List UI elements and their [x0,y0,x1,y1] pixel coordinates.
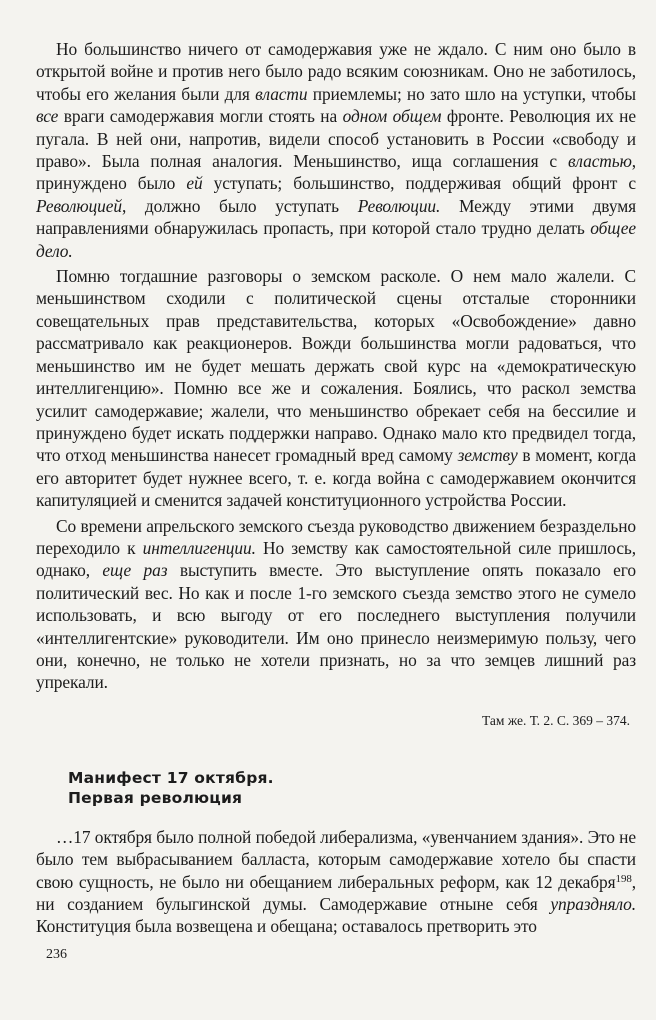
italic-emphasis: Революции. [357,195,441,216]
text-run: фронте. Революция их не пугала. В ней они, напротив, видели способ установить в России «свободу и право». Была полная аналогия. Меньшинство, ища соглашения с [36,106,637,172]
italic-emphasis: властью [567,151,632,172]
paragraph [36,826,636,938]
text-run: приемлемы; но зато шло на уступки, чтобы [307,83,636,104]
text-run: в момент, когда его авторитет будет нужнее всего, т. е. когда война с самодержавием окончится капитуляцией и сменится задачей конституционного устройства России. [36,445,636,511]
text-run: выступить вместе. Это выступление опять показало его политический вес. Но как и после 1-го земского съезда земство этого не сумело использовать, и всю выгоду от его последнего выступления получили «интеллигентские» руководители. Им оно принесло неизмеримую пользу, чего они, конечно, не только не хотели признать, но за что земцев лишний раз упрекали. [36,560,636,693]
italic-emphasis: власти [255,83,308,104]
text-run: Между этими двумя направлениями обнаружилась пропасть, при которой стало трудно делать [36,195,636,239]
section-heading [36,768,636,808]
footnote-marker: 198 [615,872,632,885]
italic-emphasis: интеллигенции. [142,537,256,558]
section-heading-line: Манифест 17 октября. [68,768,274,787]
page-body [36,38,636,938]
text-run: , должно было уступать [121,195,358,216]
page-number: 236 [46,947,67,962]
text-run: Помню тогдашние разговоры о земском расколе. О нем мало жалели. С меньшинством сходили с политической сцены отсталые сторонники совещательных прав представительства, которых «Освобождение» давно рассматривало как реакционеров. Вожди большинства могли радоваться, что меньшинство им не будет мешать держать свой курс на «демократическую интеллигенцию». Помню все же и сожаления. Боялись, что раскол земства усилит самодержавие; жалели, что меньшинство обрекает себя на бессилие и принуждено будет искать поддержки направо. Однако мало кто предвидел тогда, что отход меньшинства нанесет громадный вред самому [36,266,636,466]
text-run: Но земству как самостоятельной силе пришлось, однако, [36,537,637,581]
italic-emphasis: общее дело. [36,218,636,261]
text-run: Конституция была возвещена и обещана; оставалось претворить это [36,916,537,937]
text-run: , принуждено было [36,151,636,194]
italic-emphasis: одном общем [342,106,442,127]
italic-emphasis: ей [186,173,203,194]
text-run: Со времени апрельского земского съезда руководство движением безраздельно переходило к [36,515,636,558]
source-citation: Там же. Т. 2. С. 369 – 374. [482,712,630,728]
paragraph [36,515,636,694]
section-text [36,826,636,938]
italic-emphasis: еще раз [102,560,168,581]
paragraph [36,38,636,262]
text-run: уступать; большинство, поддерживая общий фронт с [202,173,637,194]
main-text [36,38,636,694]
text-run: Но большинство ничего от самодержавия уже не ждало. С ним оно было в открытой войне и против него было радо всяким союзникам. Оно не заботилось, чтобы его желания были для [36,39,636,104]
italic-emphasis: все [36,106,59,127]
italic-emphasis: земству [457,445,518,466]
text-run: …17 октября было полной победой либерализма, «увенчанием здания». Это не было тем выбрасыванием балласта, которым самодержавие хотело бы спасти свою сущность, не было ни обещанием либеральных реформ, как 12 декабря [36,826,636,892]
italic-emphasis: упраздняло. [550,894,636,914]
text-run: , ни созданием булыгинской думы. Самодержавие отныне себя [36,871,636,914]
text-run: враги самодержавия могли стоять на [58,106,343,127]
paragraph [36,265,636,511]
italic-emphasis: Революцией [36,195,122,216]
section-heading-line: Первая революция [68,788,243,807]
